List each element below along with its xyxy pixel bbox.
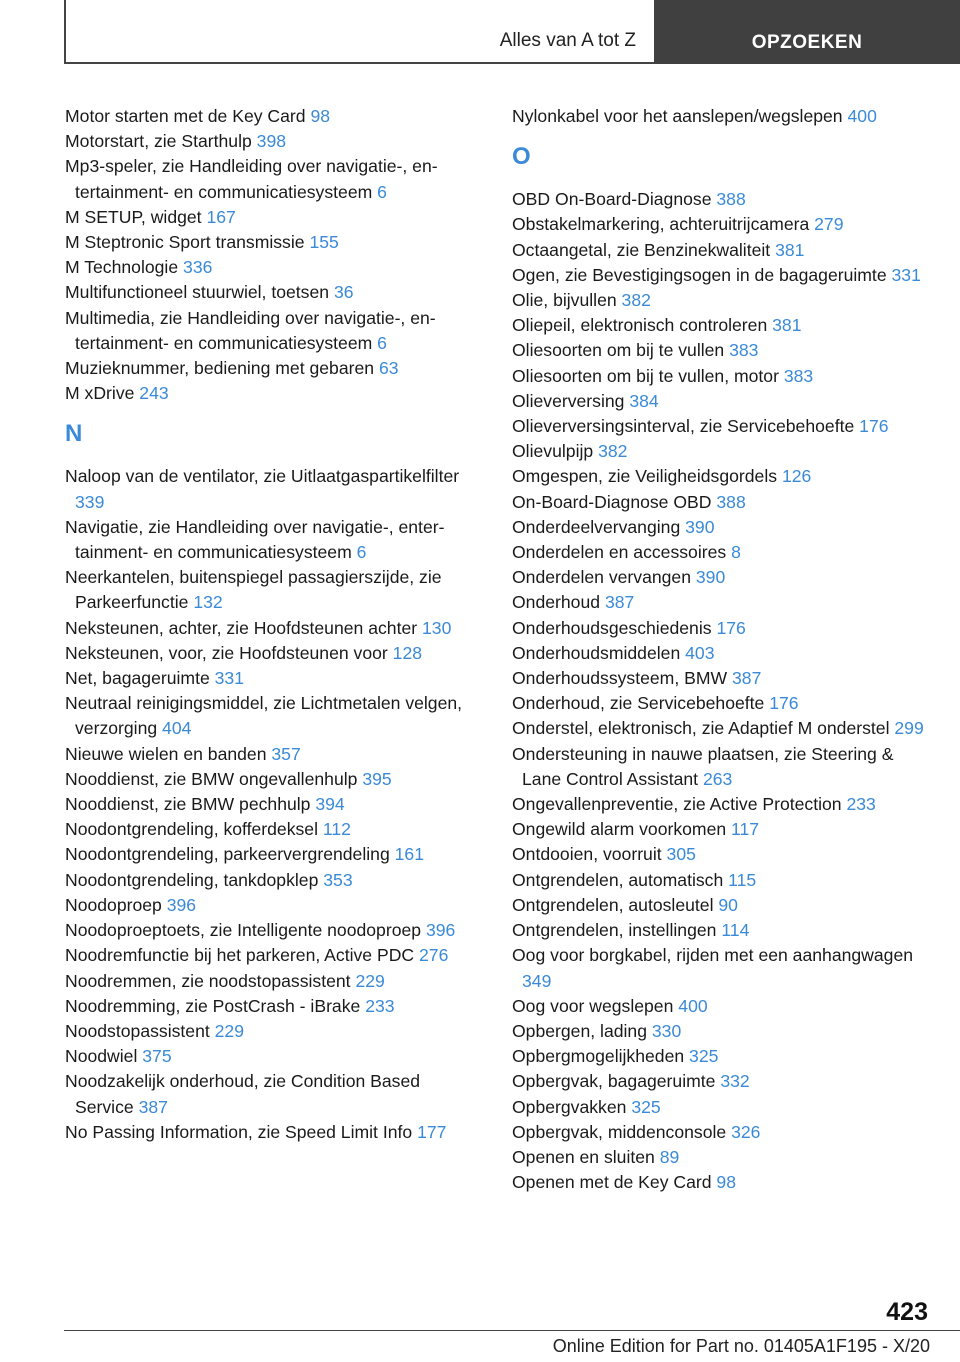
index-entry-text: Oog voor wegslepen bbox=[512, 995, 674, 1016]
index-page-link[interactable]: 349 bbox=[522, 970, 552, 991]
tab-opzoeken[interactable]: OPZOEKEN bbox=[654, 0, 960, 64]
index-entry-text: Onderhoud, zie Servicebehoefte bbox=[512, 693, 765, 714]
index-entry bbox=[512, 1044, 932, 1069]
index-entry bbox=[65, 616, 481, 641]
index-entry-text: Motor starten met de Key Card bbox=[65, 106, 306, 126]
index-entry bbox=[65, 742, 481, 767]
index-entry bbox=[512, 817, 932, 842]
index-page-link[interactable]: 382 bbox=[598, 441, 628, 462]
index-entry-text: Onderhoudsmiddelen bbox=[512, 642, 681, 663]
index-entry bbox=[512, 263, 932, 288]
index-entry bbox=[512, 918, 932, 943]
index-page-link[interactable]: 382 bbox=[621, 290, 651, 311]
index-page-link[interactable]: 161 bbox=[394, 844, 424, 865]
index-page-link[interactable]: 117 bbox=[731, 819, 760, 840]
index-entry-text: Noodstopassistent bbox=[65, 1020, 210, 1041]
index-entry-text: On-Board-Diagnose OBD bbox=[512, 491, 712, 512]
index-entry-text: Onderdelen vervangen bbox=[512, 567, 691, 588]
index-entry bbox=[512, 540, 932, 565]
index-page-link[interactable]: 155 bbox=[309, 232, 339, 253]
index-column-right bbox=[512, 104, 932, 1195]
index-page-link[interactable]: 381 bbox=[775, 239, 805, 260]
index-page-link[interactable]: 6 bbox=[356, 542, 367, 563]
index-entry bbox=[512, 691, 932, 716]
index-entry-text: Noodoproeptoets, zie Intelligente noodoproep bbox=[65, 920, 422, 941]
index-entry-text: Octaangetal, zie Benzinekwaliteit bbox=[512, 239, 771, 260]
index-page-link[interactable]: 325 bbox=[631, 1096, 661, 1117]
index-entry-text: Muzieknummer, bediening met gebaren bbox=[65, 358, 375, 379]
index-entry-text: Ogen, zie Bevestigingsogen in de bagageruimte bbox=[512, 264, 887, 285]
index-page-link[interactable]: 36 bbox=[333, 282, 354, 303]
index-entry-text: Opbergvak, bagageruimte bbox=[512, 1071, 716, 1092]
index-entry bbox=[512, 414, 932, 439]
index-entry bbox=[512, 490, 932, 515]
index-page-link[interactable]: 229 bbox=[214, 1020, 244, 1041]
index-page-link[interactable]: 229 bbox=[355, 970, 385, 991]
index-entry bbox=[65, 792, 481, 817]
index-page-link[interactable]: 325 bbox=[689, 1046, 719, 1067]
index-entry bbox=[65, 893, 481, 918]
index-entry-text: Noodontgrendeling, tankdopklep bbox=[65, 869, 319, 890]
index-page-link[interactable]: 357 bbox=[271, 743, 301, 764]
index-page-link[interactable]: 400 bbox=[678, 995, 708, 1016]
index-entry bbox=[65, 356, 481, 381]
index-entry bbox=[512, 1170, 932, 1195]
index-page-link[interactable]: 112 bbox=[322, 819, 351, 840]
index-entry-text: Naloop van de ventilator, zie Uitlaatgaspartikelfilter bbox=[65, 466, 460, 487]
index-entry bbox=[512, 868, 932, 893]
index-entry bbox=[65, 969, 481, 994]
index-entry-text: Multimedia, zie Handleiding over navigatie-, entertainment- en communicatiesysteem bbox=[65, 307, 436, 353]
index-entry-text: Noodremming, zie PostCrash - iBrake bbox=[65, 995, 361, 1016]
index-letter-heading: O bbox=[512, 143, 531, 171]
index-entry bbox=[512, 1120, 932, 1145]
index-entry-text: Noodontgrendeling, kofferdeksel bbox=[65, 819, 319, 840]
index-entry-text: Openen met de Key Card bbox=[512, 1172, 712, 1193]
index-entry bbox=[512, 1069, 932, 1094]
index-entry-text: Obstakelmarkering, achteruitrijcamera bbox=[512, 214, 810, 235]
index-entry-text: Neerkantelen, buitenspiegel passagierszijde, zie Parkeerfunctie bbox=[65, 567, 442, 613]
index-page-link[interactable]: 176 bbox=[859, 416, 889, 437]
index-page-link[interactable]: 375 bbox=[142, 1046, 172, 1067]
index-page-link[interactable]: 387 bbox=[732, 668, 762, 689]
index-entry bbox=[512, 1145, 932, 1170]
index-page-link[interactable]: 176 bbox=[716, 617, 746, 638]
index-page-link[interactable]: 332 bbox=[720, 1071, 750, 1092]
index-entry-text: Noodontgrendeling, parkeervergrendeling bbox=[65, 844, 390, 865]
index-entry-text: Opbergmogelijkheden bbox=[512, 1046, 685, 1067]
index-entry bbox=[65, 464, 481, 514]
section-title: Alles van A tot Z bbox=[499, 30, 636, 51]
index-entry-text: M Technologie bbox=[65, 257, 179, 278]
index-page-link[interactable]: 279 bbox=[814, 214, 844, 235]
index-entry bbox=[65, 868, 481, 893]
index-column-left bbox=[65, 104, 481, 1145]
index-entry-text: Multifunctioneel stuurwiel, toetsen bbox=[65, 282, 330, 303]
index-page-link[interactable]: 263 bbox=[702, 768, 733, 789]
index-entry-text: Ongevallenpreventie, zie Active Protection bbox=[512, 794, 842, 815]
index-entry-text: Noodzakelijk onderhoud, zie Condition Based Service bbox=[65, 1071, 421, 1117]
index-page-link[interactable]: 63 bbox=[378, 358, 399, 379]
index-entry-text: Neutraal reinigingsmiddel, zie Lichtmetalen velgen, verzorging bbox=[65, 693, 463, 739]
index-page-link[interactable]: 326 bbox=[731, 1121, 761, 1142]
index-page-link[interactable]: 387 bbox=[138, 1096, 168, 1117]
index-entry-text: Onderdeelvervanging bbox=[512, 516, 681, 537]
index-page-link[interactable]: 98 bbox=[310, 106, 331, 126]
index-entry bbox=[512, 943, 932, 993]
index-entry-text: Oliesoorten om bij te vullen bbox=[512, 340, 725, 361]
index-entry bbox=[65, 767, 481, 792]
index-entry bbox=[65, 515, 481, 565]
index-entry bbox=[65, 641, 481, 666]
index-entry bbox=[512, 104, 932, 129]
index-page-link[interactable]: 387 bbox=[604, 592, 635, 613]
index-entry bbox=[65, 205, 481, 230]
index-entry bbox=[512, 590, 932, 615]
index-entry-text: Omgespen, zie Veiligheidsgordels bbox=[512, 466, 778, 487]
index-entry bbox=[512, 742, 932, 792]
index-entry bbox=[512, 515, 932, 540]
index-page-link[interactable]: 305 bbox=[666, 844, 696, 865]
index-entry-text: Nylonkabel voor het aanslepen/wegslepen bbox=[512, 106, 843, 126]
index-page-link[interactable]: 130 bbox=[422, 617, 452, 638]
index-page-link[interactable]: 381 bbox=[772, 315, 802, 336]
index-page-link[interactable]: 390 bbox=[695, 567, 726, 588]
index-entry bbox=[65, 154, 481, 204]
index-page-link[interactable]: 336 bbox=[183, 257, 213, 278]
index-entry bbox=[65, 104, 481, 129]
index-entry-text: Onderhoud bbox=[512, 592, 601, 613]
index-entry bbox=[512, 212, 932, 237]
index-entry bbox=[65, 943, 481, 968]
index-entry-text: M SETUP, widget bbox=[65, 206, 202, 227]
index-entry-text: Navigatie, zie Handleiding over navigatie-, entertainment- en communicatiesysteem bbox=[65, 516, 445, 563]
index-entry bbox=[512, 1095, 932, 1120]
index-page-link[interactable]: 6 bbox=[377, 181, 387, 202]
index-entry bbox=[512, 1019, 932, 1044]
index-entry-text: Oliesoorten om bij te vullen, motor bbox=[512, 365, 779, 386]
index-entry-text: Ondersteuning in nauwe plaatsen, zie Steering & Lane Control Assistant bbox=[512, 743, 894, 789]
index-entry-text: Neksteunen, achter, zie Hoofdsteunen achter bbox=[65, 617, 418, 638]
index-page-link[interactable]: 398 bbox=[256, 131, 287, 152]
index-page-link[interactable]: 390 bbox=[685, 516, 715, 537]
index-entry bbox=[512, 616, 932, 641]
index-entry-text: Nooddienst, zie BMW ongevallenhulp bbox=[65, 768, 358, 789]
index-entry-text: Nieuwe wielen en banden bbox=[65, 743, 267, 764]
index-entry-text: Onderdelen en accessoires bbox=[512, 542, 727, 563]
index-page-link[interactable]: 132 bbox=[193, 592, 223, 613]
index-page-link[interactable]: 331 bbox=[214, 668, 244, 689]
index-entry-text: Nooddienst, zie BMW pechhulp bbox=[65, 794, 311, 815]
index-page-link[interactable]: 233 bbox=[365, 995, 395, 1016]
index-entry-text: Onderstel, elektronisch, zie Adaptief M onderstel bbox=[512, 718, 890, 739]
index-entry bbox=[65, 691, 481, 741]
index-entry bbox=[65, 230, 481, 255]
index-letter-heading: N bbox=[65, 420, 83, 448]
index-entry bbox=[512, 313, 932, 338]
index-entry bbox=[65, 994, 481, 1019]
index-entry bbox=[65, 842, 481, 867]
index-page-link[interactable]: 331 bbox=[891, 264, 921, 285]
index-page-link[interactable]: 89 bbox=[659, 1146, 680, 1167]
index-entry bbox=[65, 666, 481, 691]
index-entry bbox=[512, 565, 932, 590]
index-page-link[interactable]: 404 bbox=[162, 718, 192, 739]
index-page-link[interactable]: 128 bbox=[392, 642, 423, 663]
index-page-link[interactable]: 6 bbox=[377, 332, 387, 353]
index-page-link[interactable]: 395 bbox=[362, 768, 392, 789]
index-page-link[interactable]: 403 bbox=[685, 642, 715, 663]
index-entry-text: Noodwiel bbox=[65, 1046, 138, 1067]
index-page-link[interactable]: 167 bbox=[206, 206, 236, 227]
index-entry-text: Net, bagageruimte bbox=[65, 668, 210, 689]
index-entry bbox=[65, 1044, 481, 1069]
index-page-link[interactable]: 243 bbox=[139, 383, 169, 404]
index-page-link[interactable]: 388 bbox=[716, 491, 746, 512]
index-entry bbox=[65, 255, 481, 280]
index-entry-text: Ontgrendelen, instellingen bbox=[512, 920, 717, 941]
index-entry bbox=[512, 792, 932, 817]
index-entry-text: M Steptronic Sport transmissie bbox=[65, 232, 305, 253]
index-entry-text: Ontgrendelen, autosleutel bbox=[512, 894, 714, 915]
index-entry-text: No Passing Information, zie Speed Limit Info bbox=[65, 1121, 413, 1142]
index-entry-text: Openen en sluiten bbox=[512, 1146, 655, 1167]
index-entry bbox=[512, 641, 932, 666]
index-entry-text: Oliepeil, elektronisch controleren bbox=[512, 315, 768, 336]
index-page-link[interactable]: 8 bbox=[731, 542, 741, 563]
index-page-link[interactable]: 98 bbox=[716, 1172, 736, 1193]
index-entry-text: Mp3-speler, zie Handleiding over navigatie-, entertainment- en communicatiesysteem bbox=[65, 156, 438, 202]
index-entry-text: Ontdooien, voorruit bbox=[512, 844, 662, 865]
index-entry bbox=[512, 238, 932, 263]
index-entry-text: Neksteunen, voor, zie Hoofdsteunen voor bbox=[65, 642, 388, 663]
index-entry-text: Olieverversingsinterval, zie Servicebehoefte bbox=[512, 416, 855, 437]
index-page-link[interactable]: 330 bbox=[651, 1020, 682, 1041]
page-number: 423 bbox=[886, 1298, 928, 1326]
index-page-link[interactable]: 396 bbox=[425, 920, 456, 941]
index-entry-text: OBD On-Board-Diagnose bbox=[512, 189, 712, 210]
index-entry-text: Opbergen, lading bbox=[512, 1020, 647, 1041]
index-entry-text: M xDrive bbox=[65, 383, 135, 404]
index-entry bbox=[512, 666, 932, 691]
index-page-link[interactable]: 176 bbox=[769, 693, 799, 714]
index-page-link[interactable]: 233 bbox=[846, 794, 876, 815]
index-entry bbox=[512, 716, 932, 741]
index-entry-text: Ongewild alarm voorkomen bbox=[512, 819, 727, 840]
index-page-link[interactable]: 394 bbox=[315, 794, 345, 815]
index-page-link[interactable]: 90 bbox=[718, 894, 738, 915]
index-entry-text: Noodoproep bbox=[65, 894, 162, 915]
index-entry-text: Olieverversing bbox=[512, 390, 625, 411]
index-entry-text: Olie, bijvullen bbox=[512, 290, 617, 311]
index-entry-text: Ontgrendelen, automatisch bbox=[512, 869, 724, 890]
footer-edition-text: Online Edition for Part no. 01405A1F195 - X/20 bbox=[552, 1336, 930, 1356]
index-entry bbox=[65, 381, 481, 406]
index-entry bbox=[512, 187, 932, 212]
index-entry bbox=[65, 280, 481, 305]
index-page-link[interactable]: 276 bbox=[419, 945, 449, 966]
index-entry bbox=[65, 817, 481, 842]
index-entry bbox=[65, 306, 481, 356]
index-page-link[interactable]: 353 bbox=[323, 869, 353, 890]
index-entry-text: Noodremmen, zie noodstopassistent bbox=[65, 970, 351, 991]
index-entry-text: Noodremfunctie bij het parkeren, Active PDC bbox=[65, 945, 415, 966]
index-entry bbox=[512, 338, 932, 363]
index-entry-text: Oog voor borgkabel, rijden met een aanhangwagen bbox=[512, 945, 914, 966]
index-entry bbox=[512, 464, 932, 489]
index-page-link[interactable]: 384 bbox=[629, 390, 659, 411]
index-page-link[interactable]: 177 bbox=[417, 1121, 447, 1142]
index-entry bbox=[65, 1019, 481, 1044]
index-entry bbox=[512, 893, 932, 918]
index-page-link[interactable]: 400 bbox=[847, 106, 877, 126]
index-entry bbox=[512, 994, 932, 1019]
index-entry bbox=[512, 842, 932, 867]
index-entry-text: Olievulpijp bbox=[512, 441, 594, 462]
index-entry-text: Onderhoudsgeschiedenis bbox=[512, 617, 712, 638]
index-page-link[interactable]: 114 bbox=[721, 920, 750, 941]
index-page-link[interactable]: 339 bbox=[75, 491, 105, 512]
index-entry-text: Onderhoudssysteem, BMW bbox=[512, 668, 728, 689]
index-entry bbox=[65, 1069, 481, 1119]
index-entry bbox=[512, 288, 932, 313]
index-page-link[interactable]: 126 bbox=[781, 466, 812, 487]
index-entry bbox=[512, 389, 932, 414]
index-entry bbox=[65, 1120, 481, 1145]
index-entry-text: Opbergvak, middenconsole bbox=[512, 1121, 727, 1142]
index-page-link[interactable]: 115 bbox=[728, 869, 757, 890]
index-page-link[interactable]: 383 bbox=[783, 365, 814, 386]
index-page-link[interactable]: 396 bbox=[166, 894, 197, 915]
index-entry-text: Motorstart, zie Starthulp bbox=[65, 131, 252, 152]
index-entry bbox=[65, 918, 481, 943]
index-page-link[interactable]: 383 bbox=[729, 340, 759, 361]
index-entry bbox=[65, 129, 481, 154]
index-entry bbox=[65, 565, 481, 615]
index-entry bbox=[512, 439, 932, 464]
index-page-link[interactable]: 388 bbox=[716, 189, 746, 210]
index-entry bbox=[512, 364, 932, 389]
index-entry-text: Opbergvakken bbox=[512, 1096, 627, 1117]
index-page-link[interactable]: 299 bbox=[894, 718, 924, 739]
